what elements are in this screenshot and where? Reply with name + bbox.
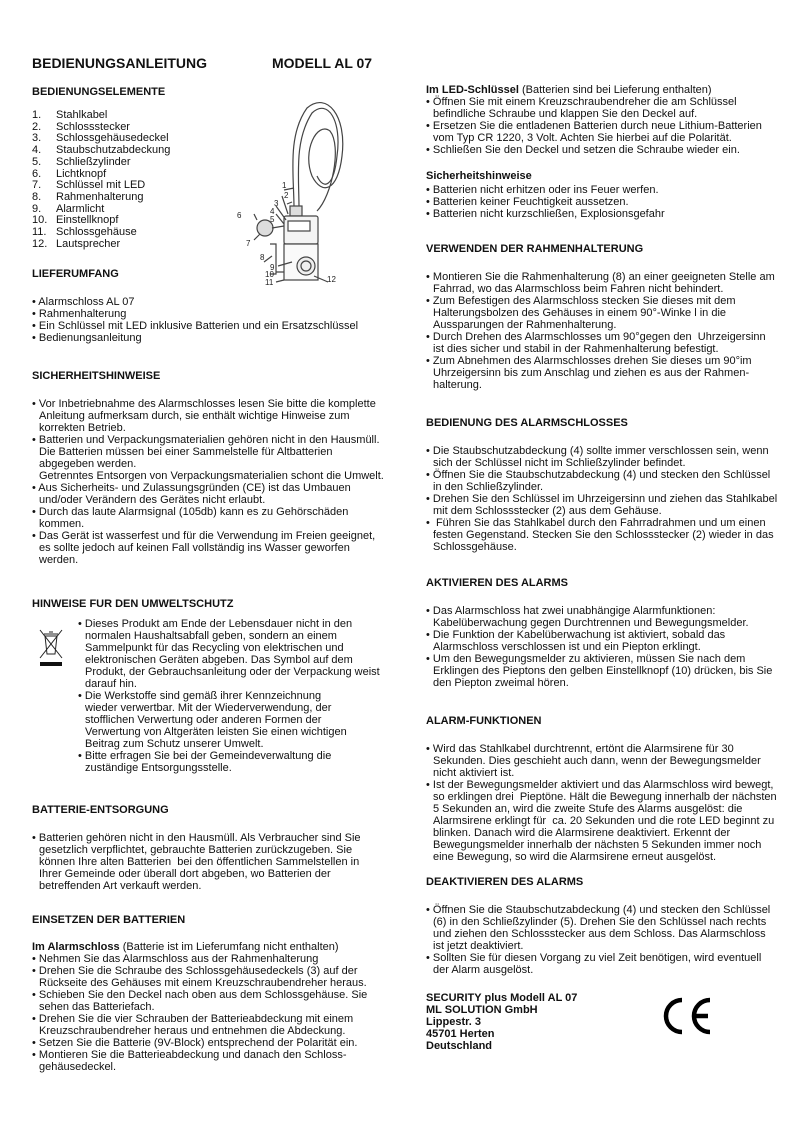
section-heading: EINSETZEN DER BATTERIEN [32, 914, 186, 926]
callout-10: 10 [265, 270, 274, 279]
item-number: 10. [32, 214, 48, 227]
address-line: 45701 Herten [426, 1028, 495, 1040]
text-line: darauf hin. [85, 678, 137, 690]
text-line: • Vor Inbetriebnahme des Alarmschlosses lesen Sie bitte die komplette [32, 398, 376, 410]
text-line: blinken. Danach wird die Alarmsirene deaktiviert. Erkennt der [433, 827, 731, 839]
callout-12: 12 [327, 275, 336, 284]
callout-2: 2 [284, 191, 289, 200]
text-line: Verwertung von Altgeräten leisten Sie einen wichtigen [85, 726, 347, 738]
text-line: Alarmschloss verschlossen ist und ein Piepton erklingt. [433, 641, 701, 653]
item-number: 3. [32, 132, 42, 145]
item-label: Staubschutzabdeckung [56, 144, 171, 157]
text-line: • Zum Befestigen des Alarmschloss stecken Sie dieses mit dem [426, 295, 736, 307]
text-line [426, 84, 762, 96]
text-line: mit dem Schlossstecker (2) aus dem Gehäuse. [433, 505, 662, 517]
text-line: Beitrag zum Schutz unserer Umwelt. [85, 738, 264, 750]
text-line: • Bedienungsanleitung [32, 332, 142, 344]
text-line: • Batterien und Verpackungsmaterialien gehören nicht in den Hausmüll. [32, 434, 380, 446]
text-line: gesetzlich verpflichtet, gebrauchte Batterien zurückzugeben. Sie [39, 844, 353, 856]
section-lieferumfang [32, 268, 358, 344]
text-line: Schlossgehäuse. [433, 541, 517, 553]
callout-4: 4 [270, 207, 275, 216]
text-line: Ihrer Gemeinde oder überall dort abgeben, wo Batterien der [39, 868, 331, 880]
manufacturer-address [426, 992, 577, 1052]
text-line: und ziehen den Schlossstecker aus dem Schloss. Das Alarmschloss [433, 928, 766, 940]
text-line: • Durch das laute Alarmsignal (105db) kann es zu Gehörschäden [32, 506, 349, 518]
document-title: BEDIENUNGSANLEITUNG [32, 55, 208, 71]
text-line: • Rahmenhalterung [32, 308, 127, 320]
parts-list-item [32, 110, 170, 122]
text-line: Aussparungen der Rahmenhalterung. [433, 319, 617, 331]
item-number: 7. [32, 179, 42, 192]
text-line: Anleitung aufmerksam durch, sie enthält wichtige Hinweise zum [39, 410, 350, 422]
text-line: Halterungsbolzen des Gehäuses in einem 90°-Winke l in die [433, 307, 727, 319]
callout-3: 3 [274, 199, 279, 208]
text-line: normalen Haushaltsabfall geben, sondern an einem [85, 630, 337, 642]
text-line: • Aus Sicherheits- und Zulassungsgründen (CE) ist das Umbauen [32, 482, 351, 494]
section-einsetzen [32, 914, 367, 1073]
text-line: Sammelpunkt für das Recycling von elektrischen und [85, 642, 344, 654]
section-entsorgung [32, 804, 361, 892]
weee-recycling-icon [38, 628, 64, 668]
address-line: ML SOLUTION GmbH [426, 1004, 538, 1016]
text-line: • Öffnen Sie die Staubschutzabdeckung (4) und stecken den Schlüssel [426, 904, 771, 916]
text-line: • Setzen Sie die Batterie (9V-Block) entsprechend der Polarität ein. [32, 1037, 358, 1049]
callout-8: 8 [260, 253, 265, 262]
text-line: sich der Schlüssel nicht im Schließzylinder befindet. [433, 457, 686, 469]
text-line: Fahrrad, wo das Alarmschloss beim Fahren nicht behindert. [433, 283, 724, 295]
address-line: Lippestr. 3 [426, 1016, 482, 1028]
text-line: befindliche Schraube und klappen Sie den Deckel auf. [433, 108, 698, 120]
text-line: • Montieren Sie die Batterieabdeckung und danach den Schloss- [32, 1049, 347, 1061]
text-line: der Alarm ausgelöst. [433, 964, 534, 976]
section-bedienung [426, 417, 777, 553]
section-rahmen [426, 243, 775, 391]
text-line: es sollte jedoch auf keinen Fall vollständig ins Wasser geworfen [39, 542, 350, 554]
callout-11: 11 [265, 278, 274, 286]
text-line: • Batterien gehören nicht in den Hausmüll. Als Verbraucher sind Sie [32, 832, 361, 844]
text-line: in den Schließzylinder. [433, 481, 544, 493]
text-line: gehäusedeckel. [39, 1061, 117, 1073]
text-line: elektronischen Geräten abgeben. Das Symbol auf dem [85, 654, 353, 666]
section-deaktivieren [426, 876, 770, 976]
section-heading: BATTERIE-ENTSORGUNG [32, 804, 169, 816]
item-number: 4. [32, 144, 42, 157]
item-label: Stahlkabel [56, 109, 108, 121]
item-number: 5. [32, 155, 42, 168]
text-line: • Die Werkstoffe sind gemäß ihrer Kennzeichnung [78, 690, 322, 702]
text-line: • Die Staubschutzabdeckung (4) sollte immer verschlossen sein, wenn [426, 445, 769, 457]
section-umwelttext [78, 618, 380, 774]
callout-1: 1 [282, 181, 287, 190]
section-heading: DEAKTIVIEREN DES ALARMS [426, 876, 584, 888]
text-line: • Batterien keiner Feuchtigkeit aussetzen. [426, 196, 629, 208]
text-line: nicht aktiviert ist. [433, 767, 515, 779]
text-line: • Drehen Sie die vier Schrauben der Batterieabdeckung mit einem [32, 1013, 354, 1025]
section-heading: BEDIENUNG DES ALARMSCHLOSSES [426, 417, 628, 429]
callout-5: 5 [270, 215, 275, 224]
text-line: stofflichen Verwertung oder anderen Formen der [85, 714, 322, 726]
item-label: Einstellknopf [56, 214, 119, 227]
item-label: Rahmenhalterung [56, 190, 144, 203]
item-label: Schließzylinder [56, 155, 131, 168]
text-line: eine Bewegung, so wird die Alarmsirene erneut ausgelöst. [433, 851, 717, 863]
text-line: korrekten Betrieb. [39, 422, 126, 434]
text-line: wieder verwertbar. Mit der Wiederverwendung, der [85, 702, 332, 714]
text-line: • Öffnen Sie die Staubschutzabdeckung (4) und stecken den Schlüssel [426, 469, 771, 481]
text-line: • Ein Schlüssel mit LED inklusive Batterien und ein Ersatzschlüssel [32, 320, 359, 332]
subheading-note: (Batterien sind bei Lieferung enthalten) [518, 84, 712, 96]
text-line: Alarmsirene erklingt für ca. 20 Sekunden und die rote LED beginnt zu [433, 815, 775, 827]
section-heading: SICHERHEITSHINWEISE [32, 370, 161, 382]
text-line: • Schieben Sie den Deckel nach oben aus dem Schlossgehäuse. Sie [32, 989, 368, 1001]
parts-list-item [32, 157, 170, 169]
text-line: • Wird das Stahlkabel durchtrennt, ertönt die Alarmsirene für 30 [426, 743, 734, 755]
item-number: 8. [32, 190, 42, 203]
section-heading: LIEFERUMFANG [32, 268, 119, 280]
section-heading: HINWEISE FUR DEN UMWELTSCHUTZ [32, 598, 234, 610]
text-line: und/oder Verändern des Gerätes nicht erlaubt. [39, 494, 266, 506]
section-aktivieren [426, 577, 772, 689]
text-line: • Führen Sie das Stahlkabel durch den Fahrradrahmen und um einen [426, 517, 766, 529]
section-sicher2 [426, 170, 665, 220]
subheading-note: (Batterie ist im Lieferumfang nicht enthalten) [119, 941, 339, 953]
text-line: • Batterien nicht kurzschließen, Explosionsgefahr [426, 208, 665, 220]
text-line: können Ihre alten Batterien bei den öffentlichen Sammelstellen in [39, 856, 360, 868]
section-heading: Sicherheitshinweise [426, 170, 532, 182]
lock-illustration [232, 96, 352, 286]
text-line: 5 Sekunden an, wird die zweite Stufe des Alarms ausgelöst: die [433, 803, 743, 815]
item-number: 2. [32, 120, 42, 133]
item-label: Alarmlicht [56, 202, 105, 215]
text-line: so erklingen drei Pieptöne. Hält die Bewegung innerhalb der nächsten [433, 791, 777, 803]
text-line: Produkt, der Gebrauchsanleitung oder der Verpackung weist [85, 666, 380, 678]
callout-6: 6 [237, 211, 242, 220]
text-line: Rückseite des Gehäuses mit einem Kreuzschraubendreher heraus. [39, 977, 367, 989]
section-heading: AKTIVIEREN DES ALARMS [426, 577, 568, 589]
item-number: 1. [32, 109, 42, 121]
text-line: • Die Funktion der Kabelüberwachung ist aktiviert, sobald das [426, 629, 726, 641]
text-line: • Bitte erfragen Sie bei der Gemeindeverwaltung die [78, 750, 332, 762]
item-label: Schlossstecker [56, 120, 130, 133]
text-line: ist dies sicher und stabil in der Rahmenhalterung befestigt. [433, 343, 719, 355]
text-line: • Drehen Sie die Schraube des Schlossgehäusedeckels (3) auf der [32, 965, 358, 977]
text-line: (6) in den Schließzylinder (5). Drehen Sie den Schlüssel nach rechts [433, 916, 767, 928]
text-line: • Öffnen Sie mit einem Kreuzschraubendreher die am Schlüssel [426, 96, 737, 108]
address-line: SECURITY plus Modell AL 07 [426, 992, 578, 1004]
item-number: 12. [32, 237, 48, 250]
text-line: • Um den Bewegungsmelder zu aktivieren, müssen Sie nach dem [426, 653, 746, 665]
section-sicherheit [32, 370, 384, 566]
text-line: • Batterien nicht erhitzen oder ins Feuer werfen. [426, 184, 659, 196]
text-line: sehen das Batteriefach. [39, 1001, 155, 1013]
text-line: vom Typ CR 1220, 3 Volt. Achten Sie hierbei auf die Polarität. [433, 132, 732, 144]
text-line: • Drehen Sie den Schlüssel im Uhrzeigersinn und ziehen das Stahlkabel [426, 493, 778, 505]
text-line: • Das Gerät ist wasserfest und für die Verwendung im Freien geeignet, [32, 530, 376, 542]
text-line: Bewegungsmelder innerhalb der nächsten 5 Sekunden immer noch [433, 839, 762, 851]
section-heading: ALARM-FUNKTIONEN [426, 715, 542, 727]
text-line: Die Batterien müssen bei einer Sammelstelle für Altbatterien [39, 446, 333, 458]
parts-list-item [32, 239, 170, 251]
text-line: • Nehmen Sie das Alarmschloss aus der Rahmenhalterung [32, 953, 319, 965]
text-line: werden. [39, 554, 79, 566]
ce-mark-icon [660, 996, 716, 1036]
section-heading: VERWENDEN DER RAHMENHALTERUNG [426, 243, 644, 255]
text-line: den Piepton zweimal hören. [433, 677, 569, 689]
text-line: • Durch Drehen des Alarmschlosses um 90°gegen den Uhrzeigersinn [426, 331, 766, 343]
subheading: Im Alarmschloss [32, 941, 120, 953]
text-line: • Alarmschloss AL 07 [32, 296, 135, 308]
item-number: 9. [32, 202, 42, 215]
section-heading: BEDIENUNGSELEMENTE [32, 86, 166, 98]
text-line: abgegeben werden. [39, 458, 137, 470]
callout-9: 9 [270, 263, 275, 272]
item-label: Schlossgehäuse [56, 226, 137, 239]
text-line: • Ersetzen Sie die entladenen Batterien durch neue Lithium-Batterien [426, 120, 762, 132]
item-label: Lautsprecher [56, 237, 121, 250]
text-line: Uhrzeigersinn bis zum Anschlag und ziehen es aus der Rahmen- [433, 367, 750, 379]
item-number: 6. [32, 167, 42, 180]
text-line: ist jetzt deaktiviert. [433, 940, 524, 952]
parts-list-item [32, 227, 170, 239]
item-label: Schlüssel mit LED [56, 179, 146, 192]
text-line: • Ist der Bewegungsmelder aktiviert und das Alarmschloss wird bewegt, [426, 779, 774, 791]
text-line: halterung. [433, 379, 482, 391]
text-line: kommen. [39, 518, 85, 530]
text-line [32, 941, 367, 953]
text-line: Kreuzschraubendreher heraus und entnehmen die Abdeckung. [39, 1025, 346, 1037]
model-title: MODELL AL 07 [272, 55, 373, 71]
text-line: Kabelüberwachung gegen Durchtrennen und Bewegungsmelder. [433, 617, 749, 629]
subheading: Im LED-Schlüssel [426, 84, 519, 96]
parts-list-item [32, 192, 170, 204]
parts-list [32, 110, 170, 250]
text-line: • Das Alarmschloss hat zwei unabhängige Alarmfunktionen: [426, 605, 716, 617]
item-number: 11. [32, 226, 47, 239]
section-funktionen [426, 715, 777, 863]
text-line: betreffenden Art verkauft werden. [39, 880, 202, 892]
callout-7: 7 [246, 239, 251, 248]
text-line: Sekunden. Dies geschieht auch dann, wenn der Bewegungsmelder [433, 755, 761, 767]
text-line: • Montieren Sie die Rahmenhalterung (8) an einer geeigneten Stelle am [426, 271, 775, 283]
address-line: Deutschland [426, 1040, 493, 1052]
text-line: festen Gegenstand. Stecken Sie den Schlossstecker (2) wieder in das [433, 529, 774, 541]
text-line: Erklingen des Pieptons den gelben Einstellknopf (10) drücken, bis Sie [433, 665, 773, 677]
item-label: Lichtknopf [56, 167, 107, 180]
text-line: zuständige Entsorgungsstelle. [85, 762, 232, 774]
text-line: • Sollten Sie für diesen Vorgang zu viel Zeit benötigen, wird eventuell [426, 952, 762, 964]
text-line: Getrenntes Entsorgen von Verpackungsmaterialien schont die Umwelt. [39, 470, 384, 482]
section-led [426, 84, 762, 156]
text-line: • Dieses Produkt am Ende der Lebensdauer nicht in den [78, 618, 353, 630]
text-line: • Zum Abnehmen des Alarmschlosses drehen Sie dieses um 90°im [426, 355, 752, 367]
text-line: • Schließen Sie den Deckel und setzen die Schraube wieder ein. [426, 144, 740, 156]
item-label: Schlossgehäusedeckel [56, 132, 169, 145]
